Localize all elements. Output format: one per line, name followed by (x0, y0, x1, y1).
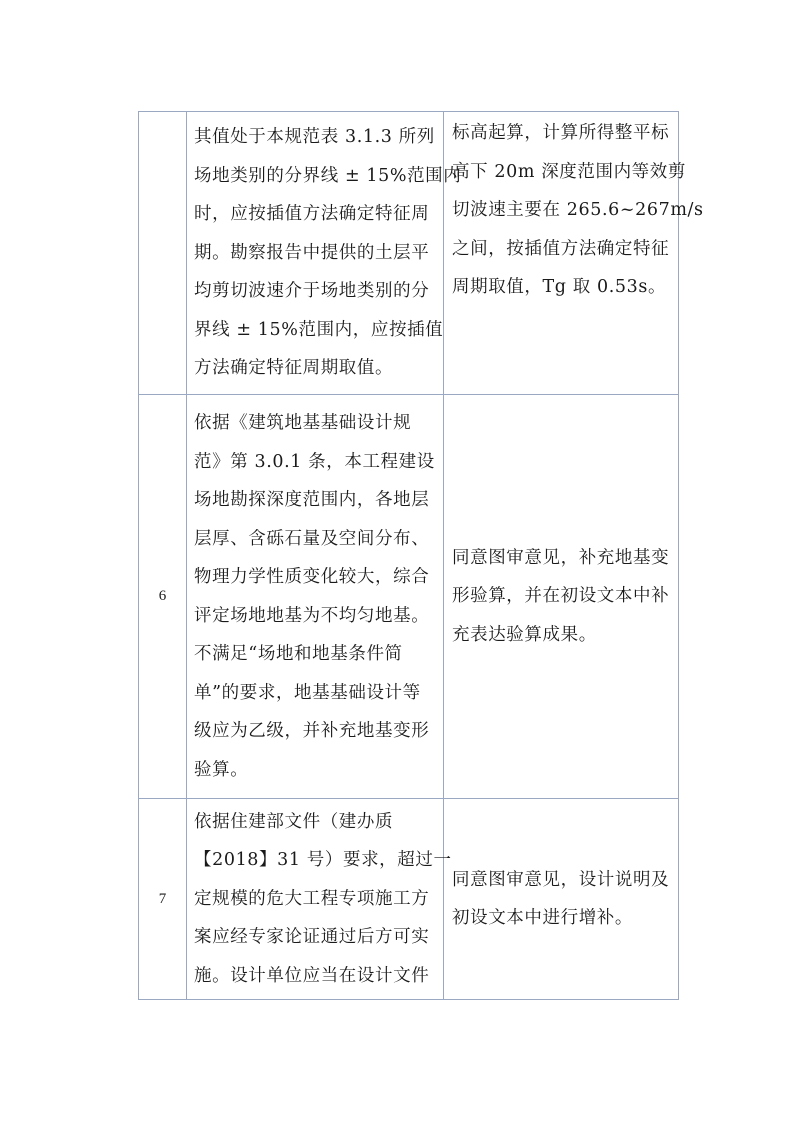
issue-line: 物理力学性质变化较大，综合 (194, 567, 430, 587)
issue-line: 界线 ± 15%范围内，应按插值 (194, 319, 444, 340)
response-line: 标高起算，计算所得整平标 (452, 123, 670, 143)
response-cell (444, 112, 704, 395)
issue-line: 依据住建部文件（建办质 (194, 811, 394, 832)
issue-line: 方法确定特征周期取值。 (194, 358, 394, 379)
response-line: 之间，按插值方法确定特征 (452, 238, 670, 259)
issue-line: 不满足“场地和地基条件简 (194, 644, 403, 664)
issue-cell (187, 799, 452, 1000)
issue-line: 时，应按插值方法确定特征周 (194, 204, 430, 225)
response-line: 切波速主要在 265.6~267m/s (452, 200, 704, 220)
response-cell (444, 799, 679, 1000)
row-number: 7 (139, 799, 187, 1000)
issue-line: 依据《建筑地基基础设计规 (194, 413, 412, 433)
response-line: 初设文本中进行增补。 (452, 908, 633, 928)
issue-line: 单”的要求，地基基础设计等 (194, 682, 421, 703)
table-row (139, 112, 679, 395)
response-line: 周期取值，Tg 取 0.53s。 (452, 277, 667, 297)
issue-line: 场地勘探深度范围内，各地层 (194, 490, 430, 510)
response-cell (444, 395, 679, 799)
table-row (139, 395, 679, 799)
issue-line: 评定场地地基为不均匀地基。 (194, 605, 430, 626)
issue-line: 均剪切波速介于场地类别的分 (194, 281, 430, 302)
issue-line: 定规模的危大工程专项施工方 (194, 888, 430, 909)
issue-line: 验算。 (194, 759, 249, 780)
review-table (138, 111, 704, 1000)
issue-line: 场地类别的分界线 ± 15%范围内 (194, 165, 462, 186)
issue-line: 范》第 3.0.1 条，本工程建设 (194, 451, 435, 472)
issue-line: 案应经专家论证通过后方可实 (194, 927, 430, 948)
issue-line: 级应为乙级，并补充地基变形 (194, 721, 430, 741)
issue-line: 层厚、含砾石量及空间分布、 (194, 528, 430, 549)
response-line: 高下 20m 深度范围内等效剪 (452, 161, 686, 182)
issue-cell (187, 112, 462, 395)
issue-line: 其值处于本规范表 3.1.3 所列 (194, 127, 435, 148)
issue-cell (187, 395, 444, 799)
issue-line: 施。设计单位应当在设计文件 (194, 965, 430, 986)
issue-line: 期。勘察报告中提供的土层平 (194, 242, 430, 263)
response-line: 同意图审意见，设计说明及 (452, 869, 670, 890)
table-row (139, 799, 679, 1000)
response-line: 充表达验算成果。 (452, 624, 597, 645)
row-number: 6 (139, 395, 187, 799)
row-number (139, 112, 187, 395)
response-line: 形验算，并在初设文本中补 (452, 586, 670, 607)
issue-line: 【2018】31 号）要求，超过一 (194, 850, 452, 871)
response-line: 同意图审意见，补充地基变 (452, 547, 670, 568)
